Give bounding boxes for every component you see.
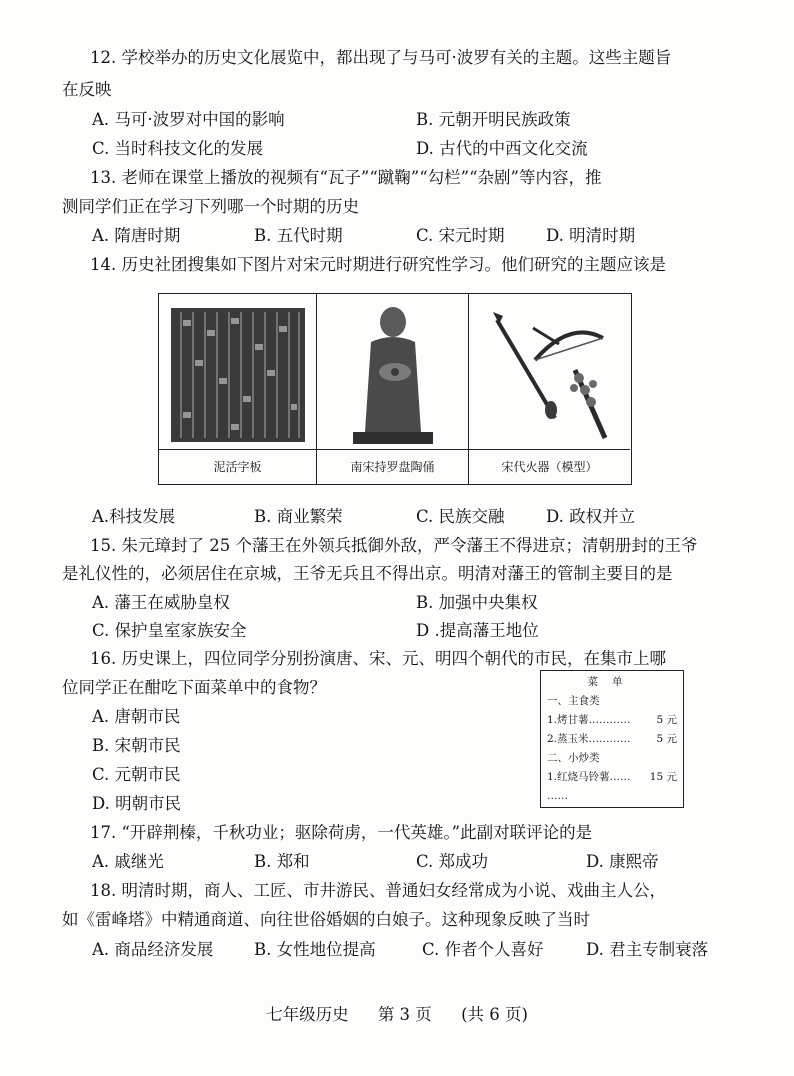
q17-option-d: D. 康熙帝 bbox=[586, 852, 659, 871]
q18-option-d: D. 君主专制衰落 bbox=[586, 940, 709, 959]
menu-item-name: 2.蒸玉米………… bbox=[547, 733, 631, 745]
q12-stem-cont: 在反映 bbox=[62, 80, 112, 99]
q14-figure-firearms bbox=[469, 294, 630, 484]
q15-options-row2 bbox=[0, 618, 794, 644]
q14-caption-1: 泥活字板 bbox=[159, 449, 316, 484]
q14-options bbox=[0, 504, 794, 530]
q14-figure-figurine bbox=[317, 294, 469, 484]
q12-option-d: D. 古代的中西文化交流 bbox=[416, 139, 588, 158]
q14-option-d: D. 政权并立 bbox=[546, 507, 636, 526]
q13-stem-cont: 测同学们正在学习下列哪一个时期的历史 bbox=[62, 197, 359, 216]
q18-stem: 18. 明清时期，商人、工匠、市井游民、普通妇女经常成为小说、戏曲主人公， bbox=[90, 881, 666, 900]
q16-menu-box bbox=[540, 670, 684, 808]
q17-option-a: A. 戚继光 bbox=[92, 852, 164, 871]
menu-item-price: 5 元 bbox=[656, 714, 677, 726]
menu-section-stirfry: 二、小炒类 bbox=[547, 752, 600, 764]
q17-options bbox=[0, 849, 794, 875]
q14-stem: 14. 历史社团搜集如下图片对宋元时期进行研究性学习。他们研究的主题应该是 bbox=[90, 255, 666, 274]
compass-figurine-image bbox=[323, 300, 463, 450]
q18-option-a: A. 商品经济发展 bbox=[92, 940, 214, 959]
menu-item bbox=[547, 730, 677, 749]
footer-total-pages: (共 6 页) bbox=[461, 1005, 528, 1024]
firearms-model-image bbox=[475, 300, 625, 450]
menu-item-name: 1.烤甘薯………… bbox=[547, 714, 631, 726]
q12-options-row2 bbox=[0, 136, 794, 162]
q17-option-c: C. 郑成功 bbox=[416, 852, 489, 871]
q15-stem-cont: 是礼仪性的，必须居住在京城，王爷无兵且不得出京。明清对藩王的管制主要目的是 bbox=[62, 564, 673, 583]
q12-stem: 12. 学校举办的历史文化展览中，都出现了与马可·波罗有关的主题。这些主题旨 bbox=[90, 48, 672, 67]
menu-more: …… bbox=[547, 790, 568, 802]
q12-option-a: A. 马可·波罗对中国的影响 bbox=[92, 110, 285, 129]
q15-option-c: C. 保护皇室家族安全 bbox=[92, 621, 247, 640]
q12-options-row1 bbox=[0, 107, 794, 133]
q13-stem: 13. 老师在课堂上播放的视频有“瓦子”“蹴鞠”“勾栏”“杂剧”等内容，推 bbox=[90, 168, 602, 187]
menu-item bbox=[547, 711, 677, 730]
page-footer bbox=[0, 1002, 794, 1028]
q14-caption-2: 南宋持罗盘陶俑 bbox=[317, 449, 468, 484]
q17-stem: 17. “开辟荆榛，千秋功业；驱除荷虏，一代英雄。”此副对联评论的是 bbox=[90, 823, 593, 842]
q15-option-a: A. 藩王在威胁皇权 bbox=[92, 593, 230, 612]
q13-options bbox=[0, 223, 794, 249]
q16-option-a: A. 唐朝市民 bbox=[92, 707, 181, 726]
q12-option-b: B. 元朝开明民族政策 bbox=[416, 110, 571, 129]
menu-section-staples: 一、主食类 bbox=[547, 695, 600, 707]
footer-subject: 七年级历史 bbox=[266, 1005, 349, 1024]
q18-options bbox=[0, 937, 794, 963]
q13-option-b: B. 五代时期 bbox=[254, 226, 343, 245]
q14-option-a: A.科技发展 bbox=[92, 507, 176, 526]
q14-option-c: C. 民族交融 bbox=[416, 507, 505, 526]
q18-stem-cont: 如《雷峰塔》中精通商道、向往世俗婚姻的白娘子。这种现象反映了当时 bbox=[62, 910, 590, 929]
q15-option-b: B. 加强中央集权 bbox=[416, 593, 538, 612]
menu-item-price: 15 元 bbox=[649, 771, 677, 783]
q14-image-panel bbox=[158, 293, 632, 485]
q16-option-c: C. 元朝市民 bbox=[92, 765, 181, 784]
q18-option-c: C. 作者个人喜好 bbox=[422, 940, 544, 959]
q14-figure-type-plate bbox=[159, 294, 317, 484]
menu-item-price: 5 元 bbox=[656, 733, 677, 745]
q13-option-c: C. 宋元时期 bbox=[416, 226, 505, 245]
menu-item bbox=[547, 768, 677, 787]
q15-options-row1 bbox=[0, 590, 794, 616]
q16-stem: 16. 历史课上，四位同学分别扮演唐、宋、元、明四个朝代的市民，在集市上哪 bbox=[90, 649, 666, 668]
movable-type-plate-image bbox=[165, 300, 311, 450]
menu-title: 菜单 bbox=[587, 676, 637, 688]
menu-item-name: 1.红烧马铃薯…… bbox=[547, 771, 631, 783]
q13-option-a: A. 隋唐时期 bbox=[92, 226, 181, 245]
q15-stem: 15. 朱元璋封了 25 个藩王在外领兵抵御外敌，严令藩王不得进京；清朝册封的王爷 bbox=[90, 536, 698, 555]
q17-option-b: B. 郑和 bbox=[254, 852, 310, 871]
q15-option-d: D .提高藩王地位 bbox=[416, 621, 539, 640]
q13-option-d: D. 明清时期 bbox=[546, 226, 636, 245]
q12-option-c: C. 当时科技文化的发展 bbox=[92, 139, 264, 158]
q14-caption-3: 宋代火器（模型） bbox=[469, 449, 630, 484]
footer-page-number: 第 3 页 bbox=[377, 1005, 432, 1024]
q18-option-b: B. 女性地位提高 bbox=[254, 940, 376, 959]
q16-stem-cont: 位同学正在酣吃下面菜单中的食物？ bbox=[62, 678, 326, 697]
q16-option-b: B. 宋朝市民 bbox=[92, 736, 181, 755]
q14-option-b: B. 商业繁荣 bbox=[254, 507, 343, 526]
q16-option-d: D. 明朝市民 bbox=[92, 794, 182, 813]
